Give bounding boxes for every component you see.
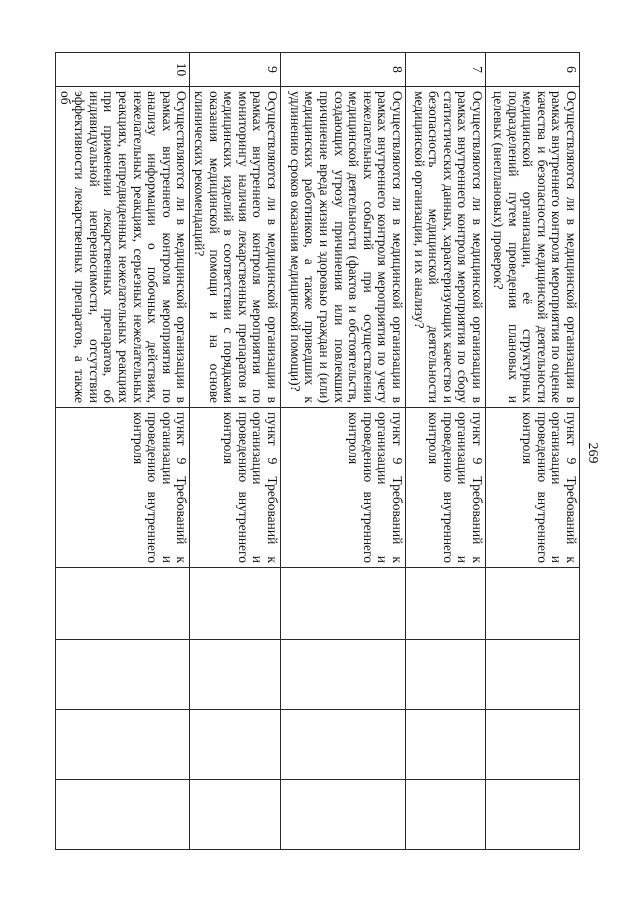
reference-cell: пункт 9 Требований к организации и проведению внутреннего контроля <box>281 408 406 568</box>
question-cell: Осуществляются ли в медицинской организации в рамках внутреннего контроля мероприятия по учету нежелательных событий при осуществлении медицинской деятельности (фактов и обстоятельств, создающих угрозу причинения или повлекших причинение вреда жизни и здоровью граждан и (или) медицинских работников, а также приведших к удлинению сроков оказания медицинской помощи)? <box>281 87 406 408</box>
note-cell <box>281 780 406 850</box>
page-number: 269 <box>585 442 600 464</box>
row-number: 6 <box>486 53 580 87</box>
table-row <box>281 53 406 850</box>
table-row <box>190 53 281 850</box>
question-cell: Осуществляются ли в медицинской организации в рамках внутреннего контроля мероприятия по мониторингу наличия лекарственных препаратов и медицинских изделий в соответствии с порядками оказания медицинской помощи и на основе клинических рекомендаций? <box>190 87 281 408</box>
answer-yes-cell <box>486 568 580 640</box>
note-cell <box>486 780 580 850</box>
row-number: 7 <box>406 53 486 87</box>
note-cell <box>190 780 281 850</box>
note-cell <box>406 780 486 850</box>
answer-no-cell <box>486 640 580 710</box>
answer-yes-cell <box>56 568 190 640</box>
answer-no-cell <box>56 640 190 710</box>
reference-cell: пункт 9 Требований к организации и проведению внутреннего контроля <box>56 408 190 568</box>
note-cell <box>56 780 190 850</box>
answer-no-cell <box>281 640 406 710</box>
table-row <box>56 53 190 850</box>
table-row <box>406 53 486 850</box>
answer-yes-cell <box>190 568 281 640</box>
checklist-table-rotated <box>57 52 580 849</box>
answer-no-cell <box>190 640 281 710</box>
row-number: 9 <box>190 53 281 87</box>
answer-na-cell <box>406 710 486 780</box>
answer-na-cell <box>281 710 406 780</box>
row-number: 8 <box>281 53 406 87</box>
answer-yes-cell <box>406 568 486 640</box>
table-row <box>486 53 580 850</box>
answer-no-cell <box>406 640 486 710</box>
answer-na-cell <box>190 710 281 780</box>
answer-na-cell <box>486 710 580 780</box>
reference-cell: пункт 9 Требований к организации и проведению внутреннего контроля <box>486 408 580 568</box>
row-number: 10 <box>56 53 190 87</box>
reference-cell: пункт 9 Требований к организации и проведению внутреннего контроля <box>190 408 281 568</box>
question-cell: Осуществляются ли в медицинской организации в рамках внутреннего контроля мероприятия по сбору статистических данных, характеризующих качество и безопасность медицинской деятельности медицинской организации, и их анализу? <box>406 87 486 408</box>
question-cell: Осуществляются ли в медицинской организации в рамках внутреннего контроля мероприятия по оценке качества и безопасности медицинской деятельности медицинской организации, её структурных подразделений путем проведения плановых и целевых (внеплановых) проверок? <box>486 87 580 408</box>
answer-na-cell <box>56 710 190 780</box>
answer-yes-cell <box>281 568 406 640</box>
reference-cell: пункт 9 Требований к организации и проведению внутреннего контроля <box>406 408 486 568</box>
checklist-table <box>55 52 580 850</box>
question-cell: Осуществляются ли в медицинской организации в рамках внутреннего контроля мероприятия по анализу информации о побочных действиях, нежелательных реакциях, серьезных нежелательных реакциях, непредвиденных нежелательных реакциях при применении лекарственных препаратов, об индивидуальной непереносимости, отсутствии эффективности лекарственных препаратов, а также об <box>56 87 190 408</box>
